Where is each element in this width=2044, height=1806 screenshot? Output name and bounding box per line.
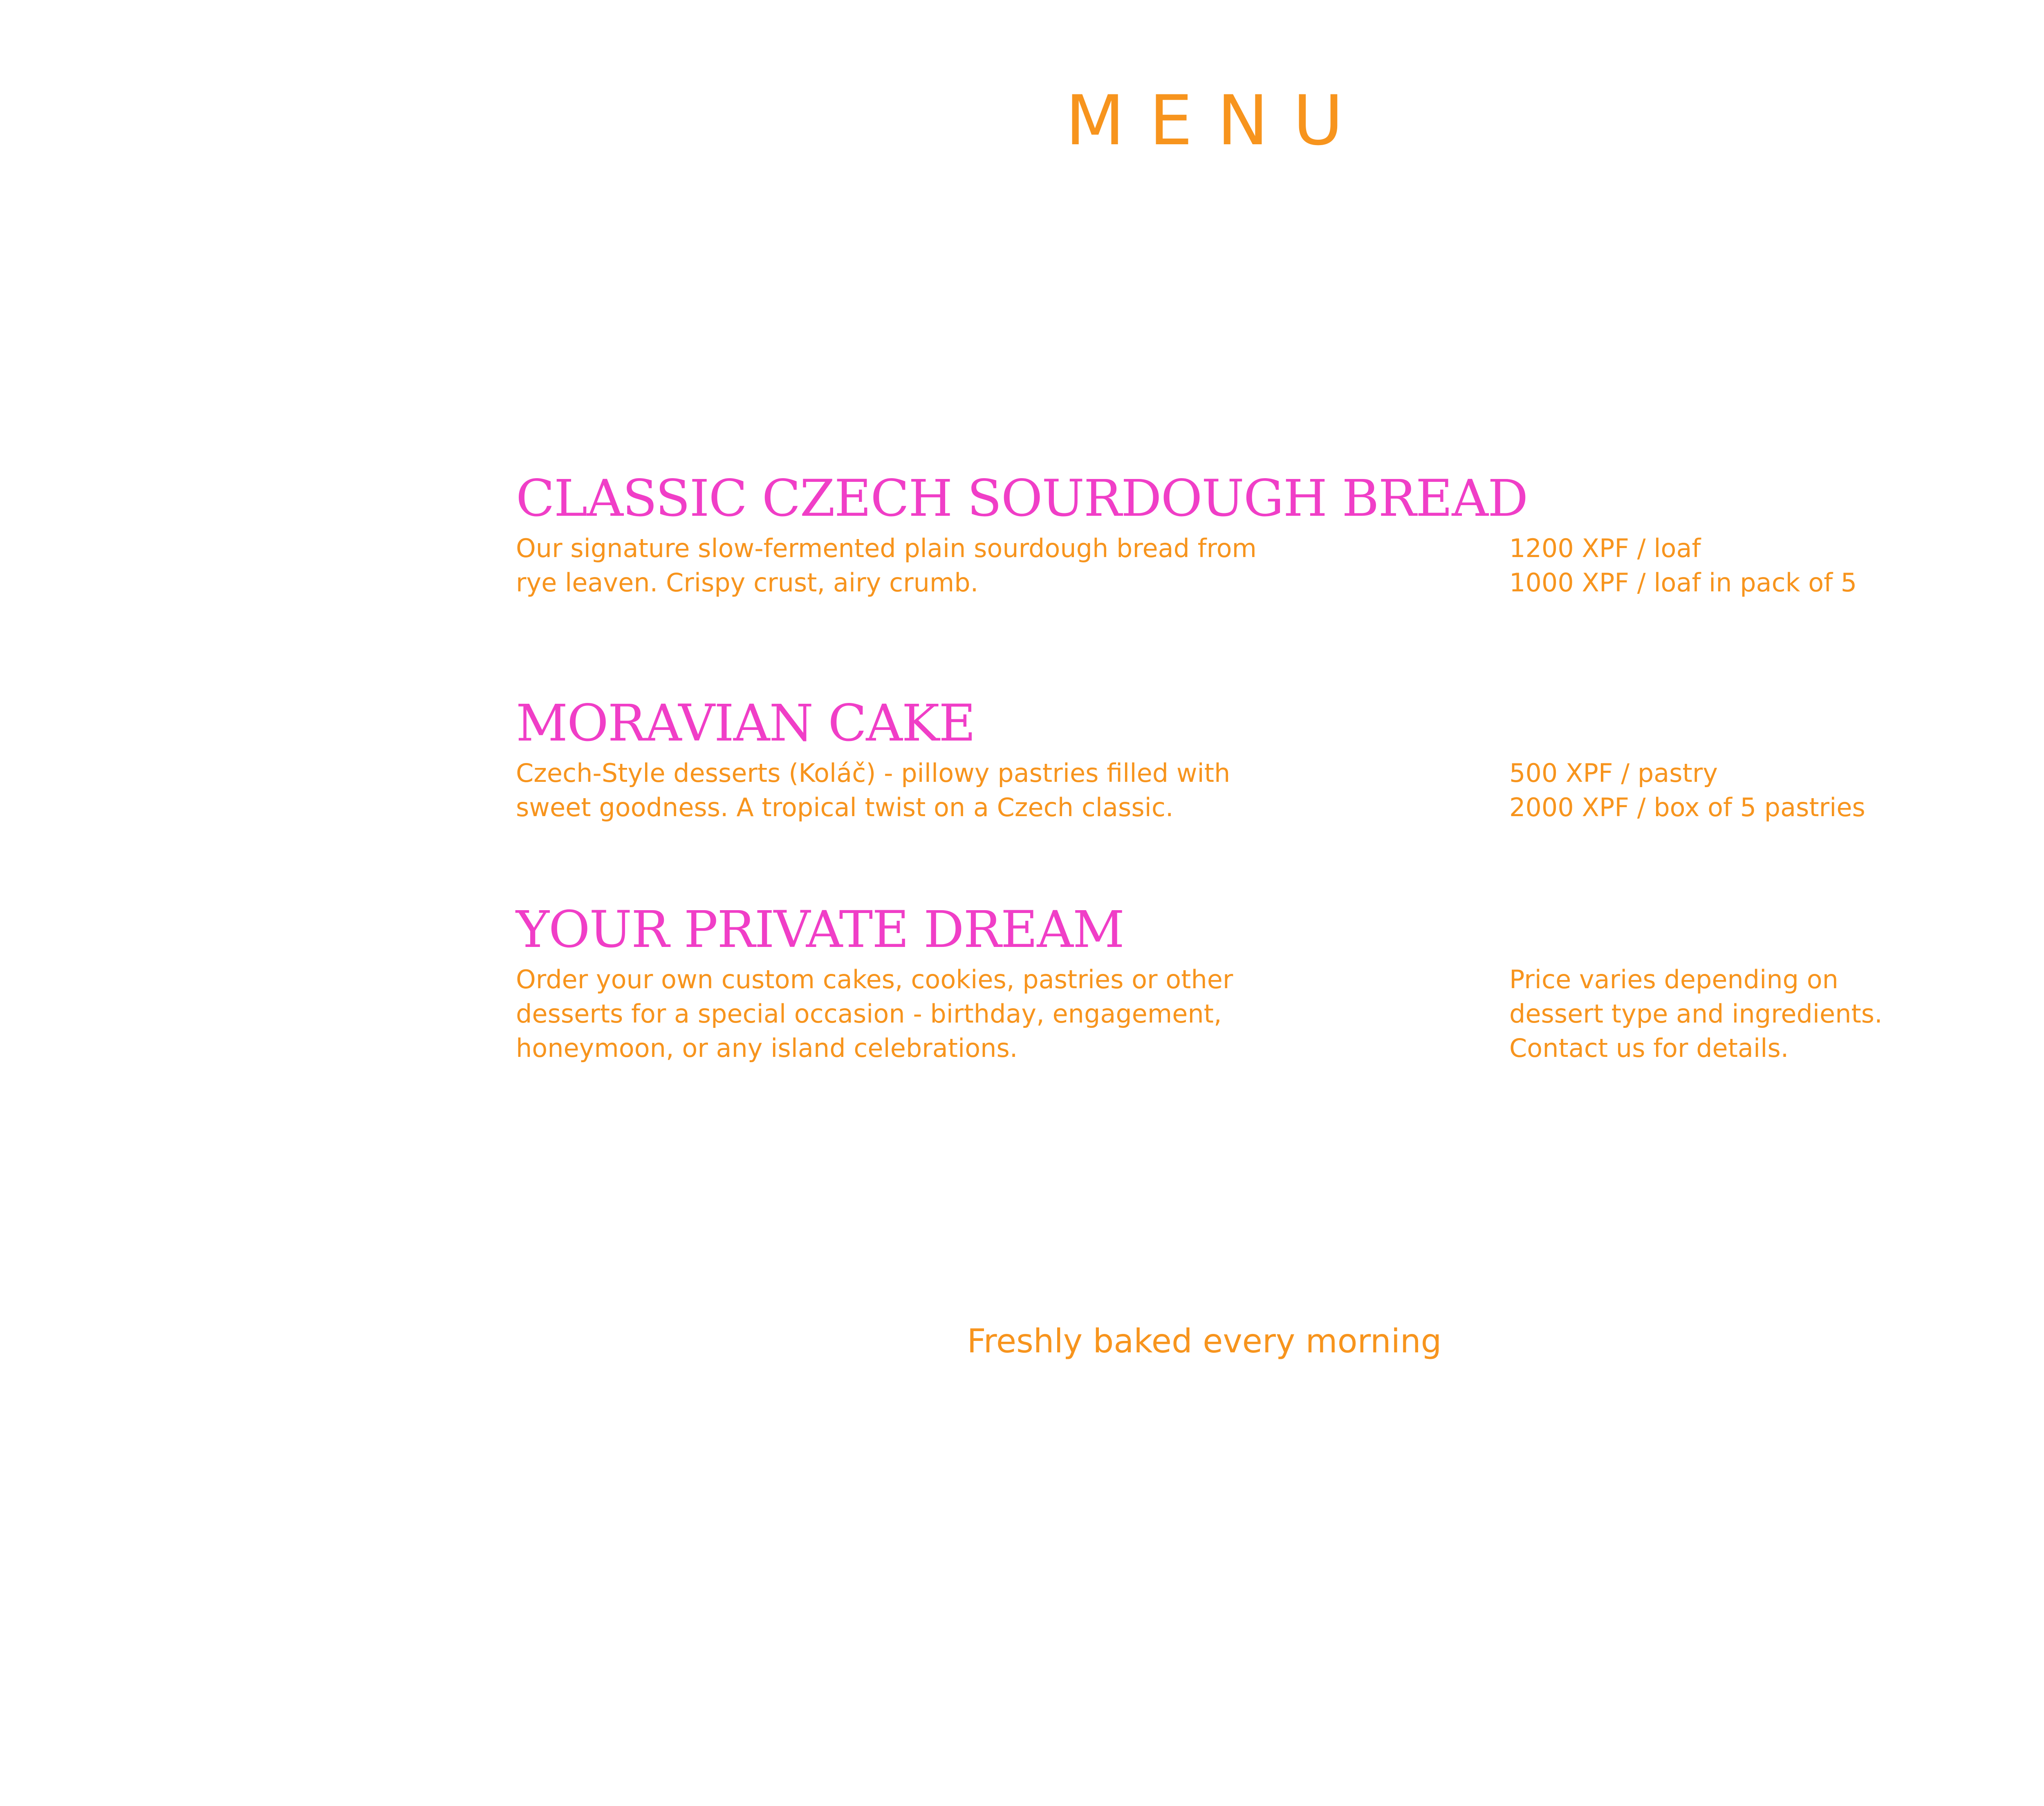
description-line: desserts for a special occasion - birthday, engagement,: [516, 999, 1222, 1029]
menu-item-name: YOUR PRIVATE DREAM: [516, 900, 1124, 959]
price-line: Price varies depending on: [1509, 965, 1838, 994]
menu-item-name: CLASSIC CZECH SOURDOUGH BREAD: [516, 469, 1528, 528]
price-line: dessert type and ingredients.: [1509, 999, 1883, 1029]
price-line: 1000 XPF / loaf in pack of 5: [1509, 568, 1857, 598]
menu-item-description: [516, 962, 1293, 1065]
price-line: 2000 XPF / box of 5 pastries: [1509, 792, 1865, 822]
price-line: 500 XPF / pastry: [1509, 758, 1718, 788]
menu-item-description: [516, 756, 1293, 825]
description-line: Czech-Style desserts (Koláč) - pillowy pastries filled with: [516, 758, 1230, 788]
menu-item-name: MORAVIAN CAKE: [516, 694, 975, 753]
tagline: Freshly baked every morning: [967, 1322, 1442, 1360]
description-line: Our signature slow-fermented plain sourdough bread from: [516, 533, 1257, 563]
menu-item-description: [516, 531, 1293, 600]
description-line: honeymoon, or any island celebrations.: [516, 1033, 1018, 1063]
description-line: rye leaven. Crispy crust, airy crumb.: [516, 568, 979, 598]
price-line: 1200 XPF / loaf: [1509, 533, 1701, 563]
menu-item-price: [1509, 531, 1959, 600]
description-line: sweet goodness. A tropical twist on a Czech classic.: [516, 792, 1174, 822]
page-title: MENU: [1065, 81, 1368, 161]
description-line: Order your own custom cakes, cookies, pastries or other: [516, 965, 1233, 994]
menu-item-price: [1509, 756, 1959, 825]
price-line: Contact us for details.: [1509, 1033, 1789, 1063]
menu-item-price: [1509, 962, 1959, 1065]
